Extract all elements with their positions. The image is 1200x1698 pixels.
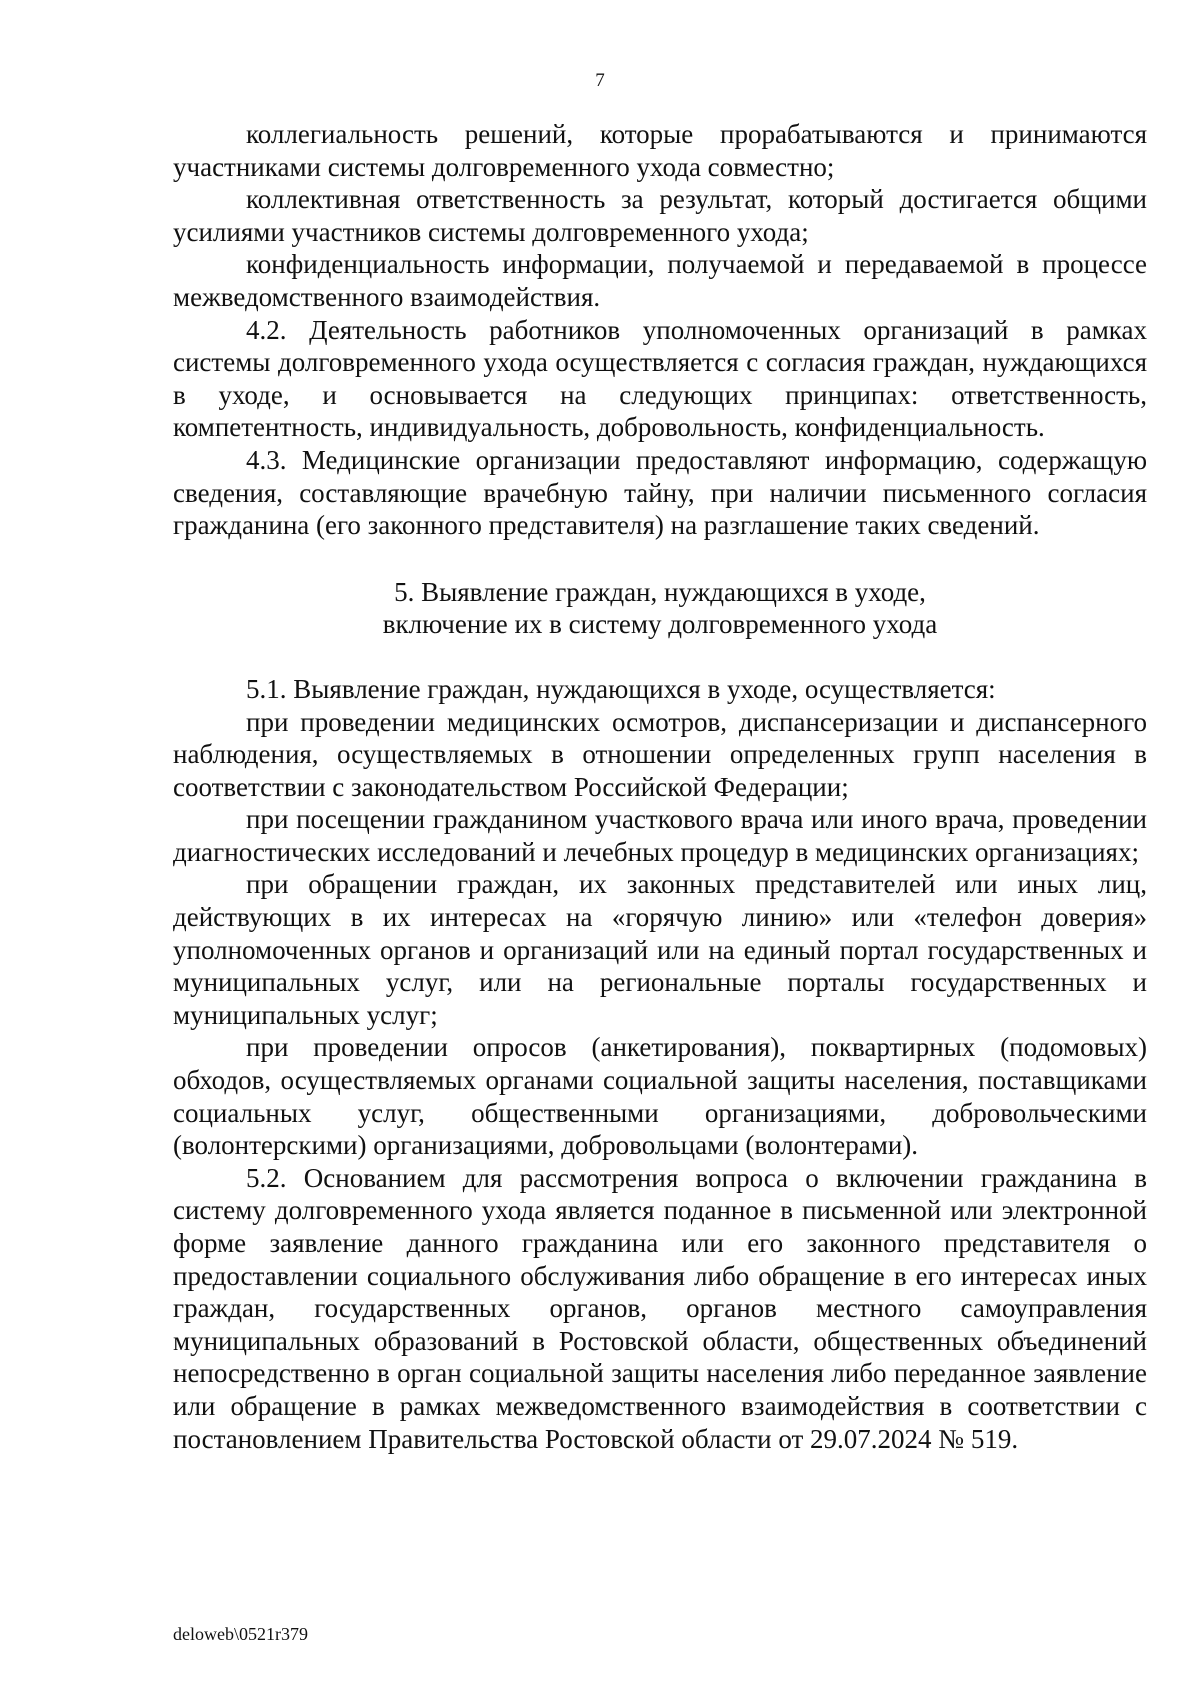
paragraph-collective-responsibility: коллективная ответственность за результат, который достигается общими усилиями участников системы долговременного ухода; (173, 184, 1147, 247)
paragraph-collegiality: коллегиальность решений, которые прорабатываются и принимаются участниками системы долговременного ухода совместно; (173, 119, 1147, 182)
section-heading-5 (173, 576, 1147, 641)
paragraph-4-2: 4.2. Деятельность работников уполномоченных организаций в рамках системы долговременного ухода осуществляется с согласия граждан, нуждающихся в уходе, и основывается на следующих принципах: ответственность, компетентность, индивидуальность, добровольность, конфиденциальность. (173, 314, 1147, 443)
paragraph-medical-examinations: при проведении медицинских осмотров, диспансеризации и диспансерного наблюдения, осуществляемых в отношении определенных групп населения в соответствии с законодательством Российской Федерации; (173, 706, 1147, 802)
document-body (173, 118, 1147, 1455)
paragraph-5-2: 5.2. Основанием для рассмотрения вопроса о включении гражданина в систему долговременного ухода является поданное в письменной или электронной форме заявление данного гражданина или его законного представителя о предоставлении социального обслуживания либо обращение в его интересах иных граждан, государственных органов, органов местного самоуправления муниципальных образований в Ростовской области, общественных объединений непосредственно в орган социальной защиты населения либо переданное заявление или обращение в рамках межведомственного взаимодействия в соответствии с постановлением Правительства Ростовской области от 29.07.2024 № 519. (173, 1162, 1147, 1454)
page-number: 7 (595, 70, 605, 91)
paragraph-confidentiality: конфиденциальность информации, получаемой и передаваемой в процессе межведомственного взаимодействия. (173, 249, 1147, 312)
paragraph-4-3: 4.3. Медицинские организации предоставляют информацию, содержащую сведения, составляющие врачебную тайну, при наличии письменного согласия гражданина (его законного представителя) на разглашение таких сведений. (173, 444, 1147, 541)
paragraph-hotline-requests: при обращении граждан, их законных представителей или иных лиц, действующих в их интересах на «горячую линию» или «телефон доверия» уполномоченных органов и организаций или на единый портал государственных и муниципальных услуг, или на региональные порталы государственных и муниципальных услуг; (173, 869, 1147, 1030)
section-heading-line-1: 5. Выявление граждан, нуждающихся в уходе, (394, 576, 926, 607)
paragraph-surveys: при проведении опросов (анкетирования), поквартирных (подомовых) обходов, осуществляемых органами социальной защиты населения, поставщиками социальных услуг, общественными организациями, добровольческими (волонтерскими) организациями, добровольцами (волонтерами). (173, 1032, 1147, 1161)
document-code: deloweb\0521r379 (173, 1624, 308, 1644)
section-heading-line-2: включение их в систему долговременного ухода (382, 609, 938, 640)
paragraph-5-1: 5.1. Выявление граждан, нуждающихся в уходе, осуществляется: (246, 673, 996, 704)
paragraph-doctor-visits: при посещении гражданином участкового врача или иного врача, проведении диагностических исследований и лечебных процедур в медицинских организациях; (173, 804, 1147, 867)
